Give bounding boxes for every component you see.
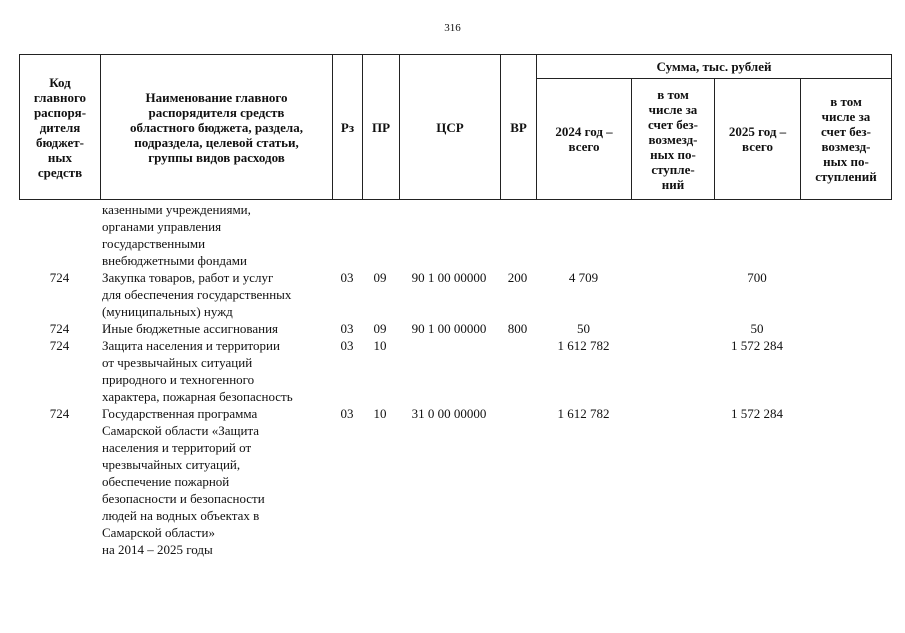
table-row bbox=[19, 405, 891, 558]
cell-csr: 90 1 00 00000 bbox=[411, 321, 487, 336]
cell-2025-total: 1 572 284 bbox=[731, 338, 783, 353]
cell-2024-total: 1 612 782 bbox=[557, 406, 610, 421]
cell-2025-total: 50 bbox=[750, 321, 764, 336]
cell-name: казенными учреждениями, органами управления государственными внебюджетными фондами bbox=[102, 202, 251, 268]
header-2025-free: в том числе за счет без- возмезд- ных по- ступлений bbox=[801, 79, 892, 200]
cell-vr: 800 bbox=[507, 321, 528, 336]
cell-rz: 03 bbox=[340, 321, 354, 336]
cell-2024-total: 1 612 782 bbox=[557, 338, 610, 353]
cell-2024-total: 4 709 bbox=[568, 270, 599, 285]
table-row bbox=[19, 337, 891, 405]
cell-vr: 200 bbox=[507, 270, 528, 285]
cell-code: 724 bbox=[49, 406, 70, 421]
table-row bbox=[19, 201, 891, 269]
cell-name: Иные бюджетные ассигнования bbox=[102, 321, 279, 336]
cell-code: 724 bbox=[49, 270, 70, 285]
header-2025-total: 2025 год – всего bbox=[715, 79, 801, 200]
table-header bbox=[19, 54, 892, 200]
cell-2025-total: 700 bbox=[747, 270, 767, 285]
cell-csr: 90 1 00 00000 bbox=[411, 270, 487, 285]
cell-pr: 09 bbox=[373, 270, 387, 285]
cell-pr: 09 bbox=[373, 321, 387, 336]
header-name: Наименование главного распорядителя средств областного бюджета, раздела, подраздела, целевой статьи, группы видов расходов bbox=[101, 55, 333, 200]
cell-pr: 10 bbox=[373, 338, 387, 353]
table-row bbox=[19, 320, 891, 337]
cell-2024-total: 50 bbox=[577, 321, 590, 336]
header-vr: ВР bbox=[501, 55, 537, 200]
cell-2025-total: 1 572 284 bbox=[731, 406, 783, 421]
header-rz: Рз bbox=[333, 55, 363, 200]
header-pr: ПР bbox=[363, 55, 400, 200]
cell-rz: 03 bbox=[340, 406, 354, 421]
header-sum: Сумма, тыс. рублей bbox=[537, 55, 892, 79]
header-csr: ЦСР bbox=[400, 55, 501, 200]
cell-name: Закупка товаров, работ и услуг для обеспечения государственных (муниципальных) нужд bbox=[102, 270, 292, 319]
cell-rz: 03 bbox=[340, 338, 354, 353]
table-body bbox=[19, 201, 891, 558]
cell-code: 724 bbox=[49, 321, 70, 336]
header-2024-total: 2024 год – всего bbox=[537, 79, 632, 200]
cell-csr: 31 0 00 00000 bbox=[411, 406, 487, 421]
cell-name: Государственная программа Самарской области «Защита населения и территорий от чрезвычайных ситуаций, обеспечение пожарной безопасности и безопасности людей на водных объектах в Самарской области» на 2014 – 2025 годы bbox=[102, 406, 265, 557]
page-number: 316 bbox=[444, 22, 461, 34]
cell-code: 724 bbox=[49, 338, 70, 353]
table-row bbox=[19, 269, 891, 320]
cell-name: Защита населения и территории от чрезвычайных ситуаций природного и техногенного характера, пожарная безопасность bbox=[102, 338, 293, 404]
cell-rz: 03 bbox=[340, 270, 354, 285]
header-code: Код главного распоря- дителя бюджет- ных средств bbox=[20, 55, 101, 200]
header-2024-free: в том числе за счет без- возмезд- ных по- ступле- ний bbox=[632, 79, 715, 200]
cell-pr: 10 bbox=[373, 406, 387, 421]
